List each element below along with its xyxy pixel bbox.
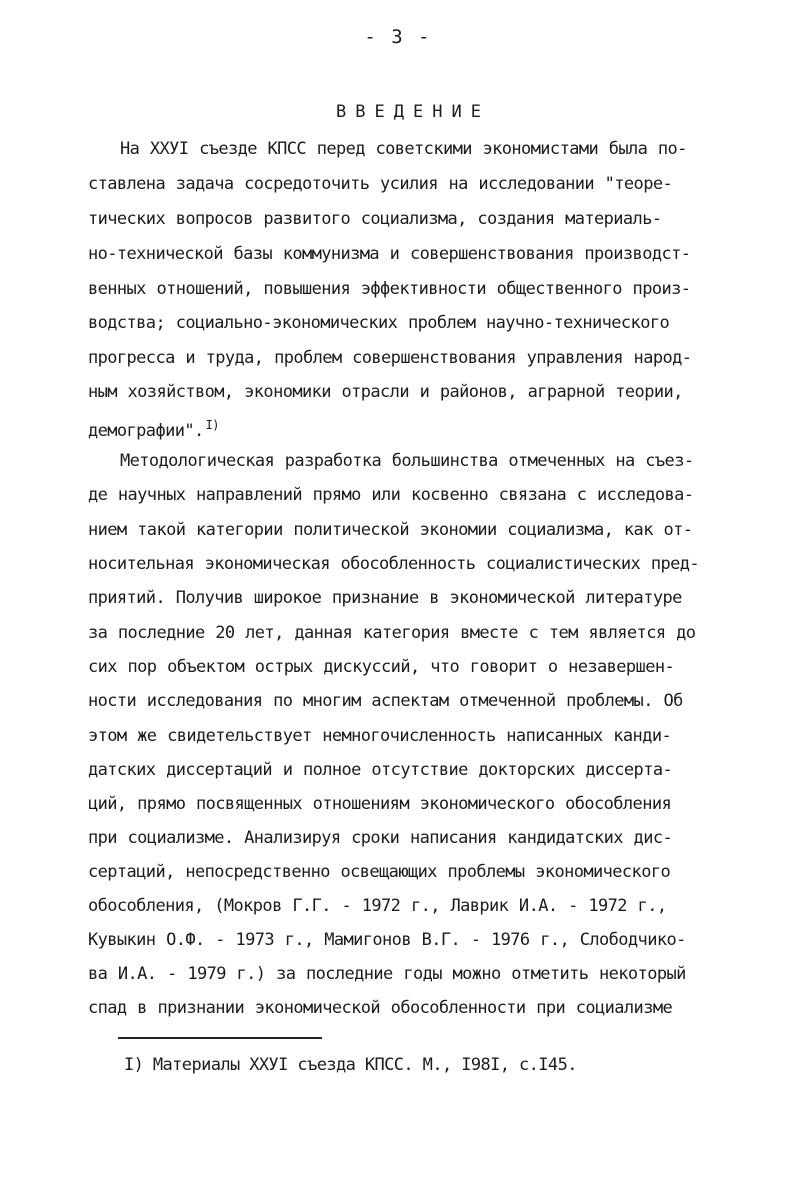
text-line: спад в признании экономической обособленности при социализме [88,998,673,1018]
footnote-reference: I) [205,418,219,432]
text-line-with-ref [88,414,219,442]
text-line: Кувыкин О.Ф. - 1973 г., Мамигонов В.Г. - 1976 г., Слободчико- [88,930,686,950]
text-line: венных отношений, повышения эффективности общественного произ- [88,279,691,299]
text-line: водства; социально-экономических проблем научно-технического [88,313,670,333]
text-line: ставлена задача сосредоточить усилия на исследовании "теоре- [88,174,673,194]
text-line: ности исследования по многим аспектам отмеченной проблемы. Об [88,691,683,711]
text-line: приятий. Получив широкое признание в экономической литературе [88,588,682,608]
text-line: де научных направлений прямо или косвенно связана с исследова- [88,485,694,505]
section-heading: ВВЕДЕНИЕ [336,102,490,122]
text-line: этом же свидетельствует немногочисленность написанных канди- [88,726,672,746]
footnote-divider [118,1037,322,1039]
text-line: сих пор объектом острых дискуссий, что говорит о незавершен- [88,657,675,677]
text-line: ва И.А. - 1979 г.) за последние годы можно отметить некоторый [88,964,686,984]
text-line: обособления, (Мокров Г.Г. - 1972 г., Лаврик И.А. - 1972 г., [88,896,667,916]
text-line: при социализме. Анализируя сроки написания кандидатских дис- [88,828,673,848]
footnote: I) Материалы ХХУI съезда КПСС. М., I98I, с.I45. [124,1055,577,1075]
text-line: тических вопросов развитого социализма, создания материаль- [88,209,662,229]
text-line: Методологическая разработка большинства отмеченных на съез- [120,451,694,471]
text-line: за последние 20 лет, данная категория вместе с тем является до [88,623,696,643]
text-line: ным хозяйством, экономики отрасли и районов, аграрной теории, [88,382,683,402]
text-line: демографии". [88,421,204,441]
text-line: ций, прямо посвященных отношениям экономического обособления [88,794,672,814]
text-line: но-технической базы коммунизма и совершенствования производст- [88,244,691,264]
page-number: - 3 - [364,26,432,48]
text-line: сертаций, непосредственно освещающих проблемы экономического [88,862,671,882]
text-line: прогресса и труда, проблем совершенствования управления народ- [88,348,692,368]
text-line: носительная экономическая обособленность социалистических пред- [88,554,699,574]
text-line: На ХХУI съезде КПСС перед советскими экономистами была по- [120,139,687,159]
text-line: датских диссертаций и полное отсутствие докторских диссерта- [88,760,673,780]
text-line: нием такой категории политической экономии социализма, как от- [88,520,693,540]
